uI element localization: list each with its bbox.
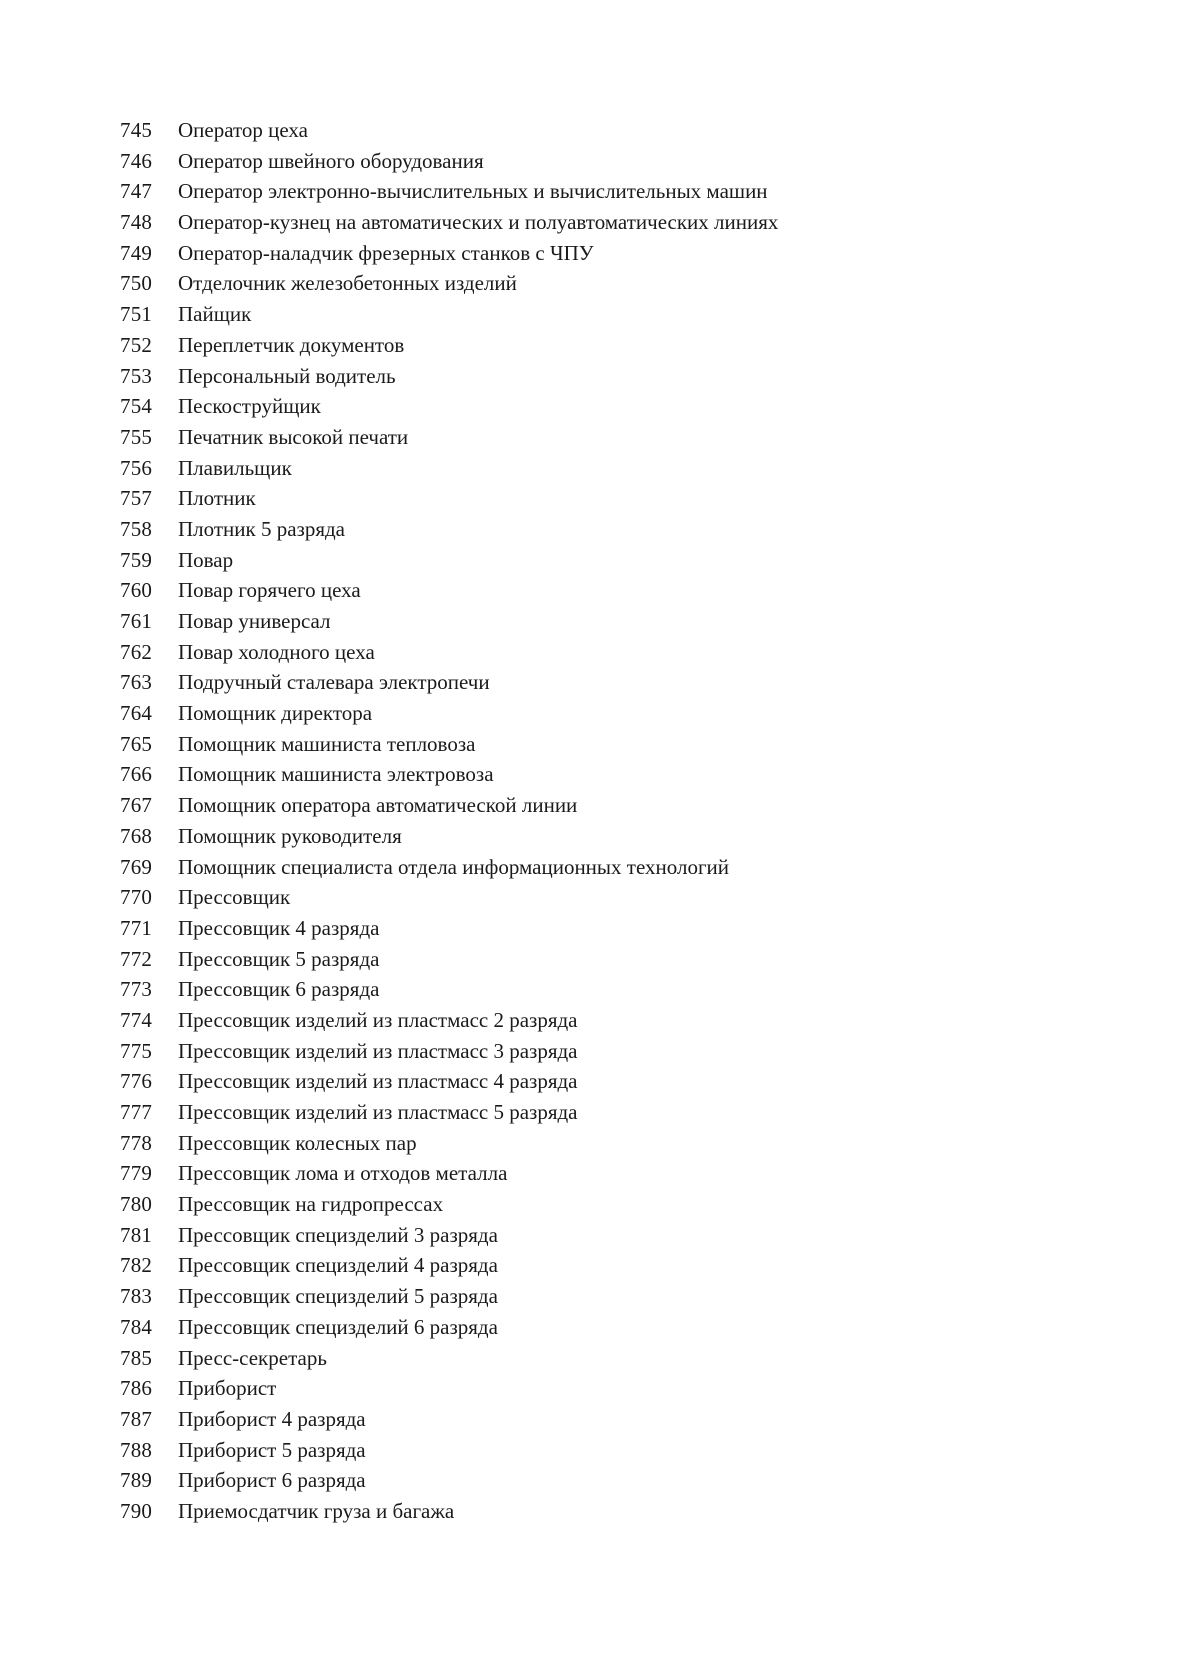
entry-number: 781: [120, 1222, 153, 1247]
entry-title: Повар: [178, 547, 234, 572]
entry-title: Повар горячего цеха: [178, 578, 361, 603]
entry-title: Подручный сталевара электропечи: [178, 670, 490, 695]
entry-title: Прессовщик изделий из пластмасс 5 разряда: [178, 1100, 578, 1124]
list-item: [120, 210, 778, 241]
list-item: [120, 1069, 778, 1100]
entry-title: Прессовщик 5 разряда: [178, 946, 380, 971]
entry-number: 756: [120, 455, 153, 480]
entry-number: 751: [120, 302, 153, 327]
entry-number: 763: [120, 670, 153, 695]
list-item: [120, 1499, 778, 1530]
entry-title: Приборист 5 разряда: [178, 1437, 366, 1462]
entry-number: 786: [120, 1376, 153, 1401]
list-item: [120, 149, 778, 180]
list-item: [120, 1284, 778, 1315]
entry-number: 755: [120, 424, 153, 449]
list-item: [120, 1131, 778, 1162]
list-item: [120, 701, 778, 732]
list-item: [120, 456, 778, 487]
entry-title: Помощник машиниста электровоза: [178, 762, 494, 787]
list-item: [120, 1039, 778, 1070]
entry-title: Прессовщик 4 разряда: [178, 915, 380, 940]
list-item: [120, 517, 778, 548]
list-item: [120, 1438, 778, 1469]
entry-number: 784: [120, 1314, 153, 1339]
entry-number: 748: [120, 210, 153, 235]
entry-title: Оператор цеха: [178, 118, 308, 142]
entry-title: Помощник руководителя: [178, 823, 402, 848]
entry-number: 774: [120, 1007, 153, 1032]
entry-number: 769: [120, 854, 153, 879]
list-item: [120, 1346, 778, 1377]
list-item: [120, 1100, 778, 1131]
list-item: [120, 977, 778, 1008]
list-item: [120, 670, 778, 701]
entry-number: 754: [120, 394, 153, 419]
entry-number: 767: [120, 793, 153, 818]
entry-title: Прессовщик 6 разряда: [178, 977, 380, 1002]
list-item: [120, 548, 778, 579]
entry-title: Прессовщик специзделий 6 разряда: [178, 1314, 498, 1339]
entry-title: Прессовщик изделий из пластмасс 2 разряда: [178, 1007, 578, 1032]
entry-title: Приборист: [178, 1376, 277, 1401]
entry-title: Плотник 5 разряда: [178, 516, 346, 541]
entry-number: 770: [120, 885, 153, 910]
entry-title: Прессовщик изделий из пластмасс 4 разряда: [178, 1069, 578, 1094]
entry-number: 768: [120, 823, 153, 848]
list-item: [120, 302, 778, 333]
entry-number: 758: [120, 516, 153, 541]
entry-number: 764: [120, 701, 153, 726]
list-item: [120, 640, 778, 671]
entry-title: Плавильщик: [178, 455, 292, 480]
entry-title: Оператор швейного оборудования: [178, 148, 484, 173]
profession-list: [120, 118, 778, 1530]
list-item: [120, 793, 778, 824]
list-item: [120, 241, 778, 272]
entry-number: 761: [120, 609, 153, 633]
entry-number: 780: [120, 1192, 153, 1217]
list-item: [120, 333, 778, 364]
entry-number: 757: [120, 486, 153, 511]
entry-title: Пресс-секретарь: [178, 1345, 327, 1370]
entry-title: Пайщик: [178, 302, 252, 327]
entry-title: Прессовщик: [178, 885, 291, 910]
entry-title: Помощник оператора автоматической линии: [178, 793, 578, 818]
entry-number: 788: [120, 1437, 153, 1462]
list-item: [120, 1376, 778, 1407]
entry-number: 752: [120, 332, 153, 357]
entry-title: Прессовщик специзделий 5 разряда: [178, 1284, 498, 1309]
entry-number: 773: [120, 977, 153, 1002]
list-item: [120, 271, 778, 302]
list-item: [120, 1192, 778, 1223]
entry-number: 775: [120, 1038, 153, 1063]
entry-number: 765: [120, 731, 153, 756]
list-item: [120, 762, 778, 793]
list-item: [120, 855, 778, 886]
entry-title: Прессовщик изделий из пластмасс 3 разряда: [178, 1038, 578, 1063]
list-item: [120, 1223, 778, 1254]
entry-title: Плотник: [178, 486, 256, 511]
list-item: [120, 179, 778, 210]
entry-title: Прессовщик лома и отходов металла: [178, 1161, 508, 1186]
list-item: [120, 885, 778, 916]
entry-title: Приборист 4 разряда: [178, 1406, 366, 1431]
entry-title: Приемосдатчик груза и багажа: [178, 1498, 455, 1523]
list-item: [120, 425, 778, 456]
entry-number: 789: [120, 1468, 153, 1493]
list-item: [120, 1008, 778, 1039]
entry-title: Помощник специалиста отдела информационных технологий: [178, 854, 730, 879]
list-item: [120, 1253, 778, 1284]
list-item: [120, 1315, 778, 1346]
entry-title: Оператор-наладчик фрезерных станков с ЧПУ: [178, 240, 594, 265]
entry-number: 778: [120, 1130, 153, 1155]
list-item: [120, 118, 778, 149]
list-item: [120, 1468, 778, 1499]
entry-number: 790: [120, 1498, 153, 1523]
list-item: [120, 578, 778, 609]
list-item: [120, 824, 778, 855]
entry-number: 762: [120, 639, 153, 664]
entry-number: 776: [120, 1069, 153, 1094]
entry-title: Прессовщик колесных пар: [178, 1130, 417, 1155]
entry-number: 772: [120, 946, 153, 971]
entry-title: Переплетчик документов: [178, 332, 405, 357]
entry-number: 749: [120, 240, 153, 265]
entry-number: 745: [120, 118, 153, 142]
entry-number: 747: [120, 179, 153, 204]
entry-number: 787: [120, 1406, 153, 1431]
entry-title: Персональный водитель: [178, 363, 396, 388]
entry-number: 760: [120, 578, 153, 603]
entry-number: 782: [120, 1253, 153, 1278]
entry-number: 771: [120, 915, 153, 940]
list-item: [120, 609, 778, 640]
entry-number: 759: [120, 547, 153, 572]
list-item: [120, 732, 778, 763]
entry-number: 746: [120, 148, 153, 173]
entry-title: Отделочник железобетонных изделий: [178, 271, 517, 296]
entry-title: Пескоструйщик: [178, 394, 321, 419]
entry-number: 783: [120, 1284, 153, 1309]
entry-number: 785: [120, 1345, 153, 1370]
list-item: [120, 486, 778, 517]
entry-number: 750: [120, 271, 153, 296]
entry-title: Оператор-кузнец на автоматических и полуавтоматических линиях: [178, 210, 779, 235]
entry-title: Прессовщик специзделий 3 разряда: [178, 1222, 498, 1247]
entry-number: 777: [120, 1100, 153, 1124]
entry-number: 766: [120, 762, 153, 787]
list-item: [120, 947, 778, 978]
entry-number: 779: [120, 1161, 153, 1186]
entry-number: 753: [120, 363, 153, 388]
entry-title: Печатник высокой печати: [178, 424, 409, 449]
entry-title: Повар холодного цеха: [178, 639, 375, 664]
list-item: [120, 1407, 778, 1438]
list-item: [120, 394, 778, 425]
entry-title: Помощник машиниста тепловоза: [178, 731, 476, 756]
entry-title: Оператор электронно-вычислительных и вычислительных машин: [178, 179, 768, 204]
list-item: [120, 1161, 778, 1192]
list-item: [120, 364, 778, 395]
list-item: [120, 916, 778, 947]
entry-title: Повар универсал: [178, 609, 331, 633]
entry-title: Помощник директора: [178, 701, 373, 726]
entry-title: Приборист 6 разряда: [178, 1468, 366, 1493]
entry-title: Прессовщик специзделий 4 разряда: [178, 1253, 498, 1278]
entry-title: Прессовщик на гидропрессах: [178, 1192, 444, 1217]
